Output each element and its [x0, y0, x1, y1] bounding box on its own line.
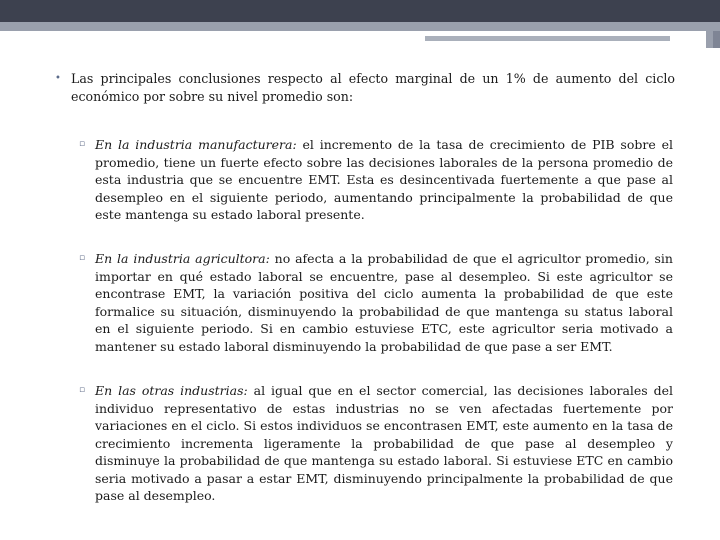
header-band-right-accent [713, 31, 720, 48]
sub-bullet-lead: En la industria manufacturera: [95, 137, 297, 152]
intro-bullet [55, 70, 675, 105]
header-tab-line [425, 36, 670, 41]
slide-content [55, 70, 675, 105]
sub-bullet-text: al igual que en el sector comercial, las decisiones laborales del individuo representativo de estas industrias no se ven afectadas fuertemente por variaciones en el ciclo. Si estos individuos se encontrasen EMT, este aumento en la tasa de crecimiento incrementa ligeramente la probabilidad de que pase al desempleo y disminuye la probabilidad de que mantenga su estado laboral. Si estuviese ETC en cambio seria motivado a pasar a estar EMT, disminuyendo principalmente la probabilidad de que pase al desempleo. [95, 383, 673, 503]
header-band-light [0, 22, 720, 31]
intro-text: Las principales conclusiones respecto al efecto marginal de un 1% de aumento del ciclo económico por sobre su nivel promedio son: [71, 71, 675, 104]
sub-bullet-marker-icon: ▫ [79, 253, 86, 263]
sub-bullet-text: el incremento de la tasa de crecimiento de PIB sobre el promedio, tiene un fuerte efecto sobre las decisiones laborales de la persona promedio de esta industria que se encuentre EMT. Esta es desincentivada fuertemente a que pase al desempleo en el siguiente periodo, aumentando principalmente la probabilidad de que este mantenga su estado laboral presente. [95, 137, 673, 222]
sub-bullet-lead: En la industria agricultora: [95, 251, 270, 266]
sub-bullet-manufacturera [79, 136, 673, 224]
sub-bullet-agricultora [79, 250, 673, 355]
sub-bullet-lead: En las otras industrias: [95, 383, 248, 398]
bullet-marker-icon: • [55, 73, 61, 84]
sub-bullet-marker-icon: ▫ [79, 139, 86, 149]
sub-bullet-marker-icon: ▫ [79, 385, 86, 395]
header-band-dark [0, 0, 720, 22]
sub-bullet-text: no afecta a la probabilidad de que el agricultor promedio, sin importar en qué estado laboral se encuentre, pase al desempleo. Si este agricultor se encontrase EMT, la variación positiva del ciclo aumenta la probabilidad de que este formalice su situación, disminuyendo la probabilidad de que mantenga su status laboral en el siguiente periodo. Si en cambio estuviese ETC, este agricultor seria motivado a mantener su estado laboral disminuyendo la probabilidad de que pase a ser EMT. [95, 251, 673, 354]
sub-bullet-otras [79, 382, 673, 505]
